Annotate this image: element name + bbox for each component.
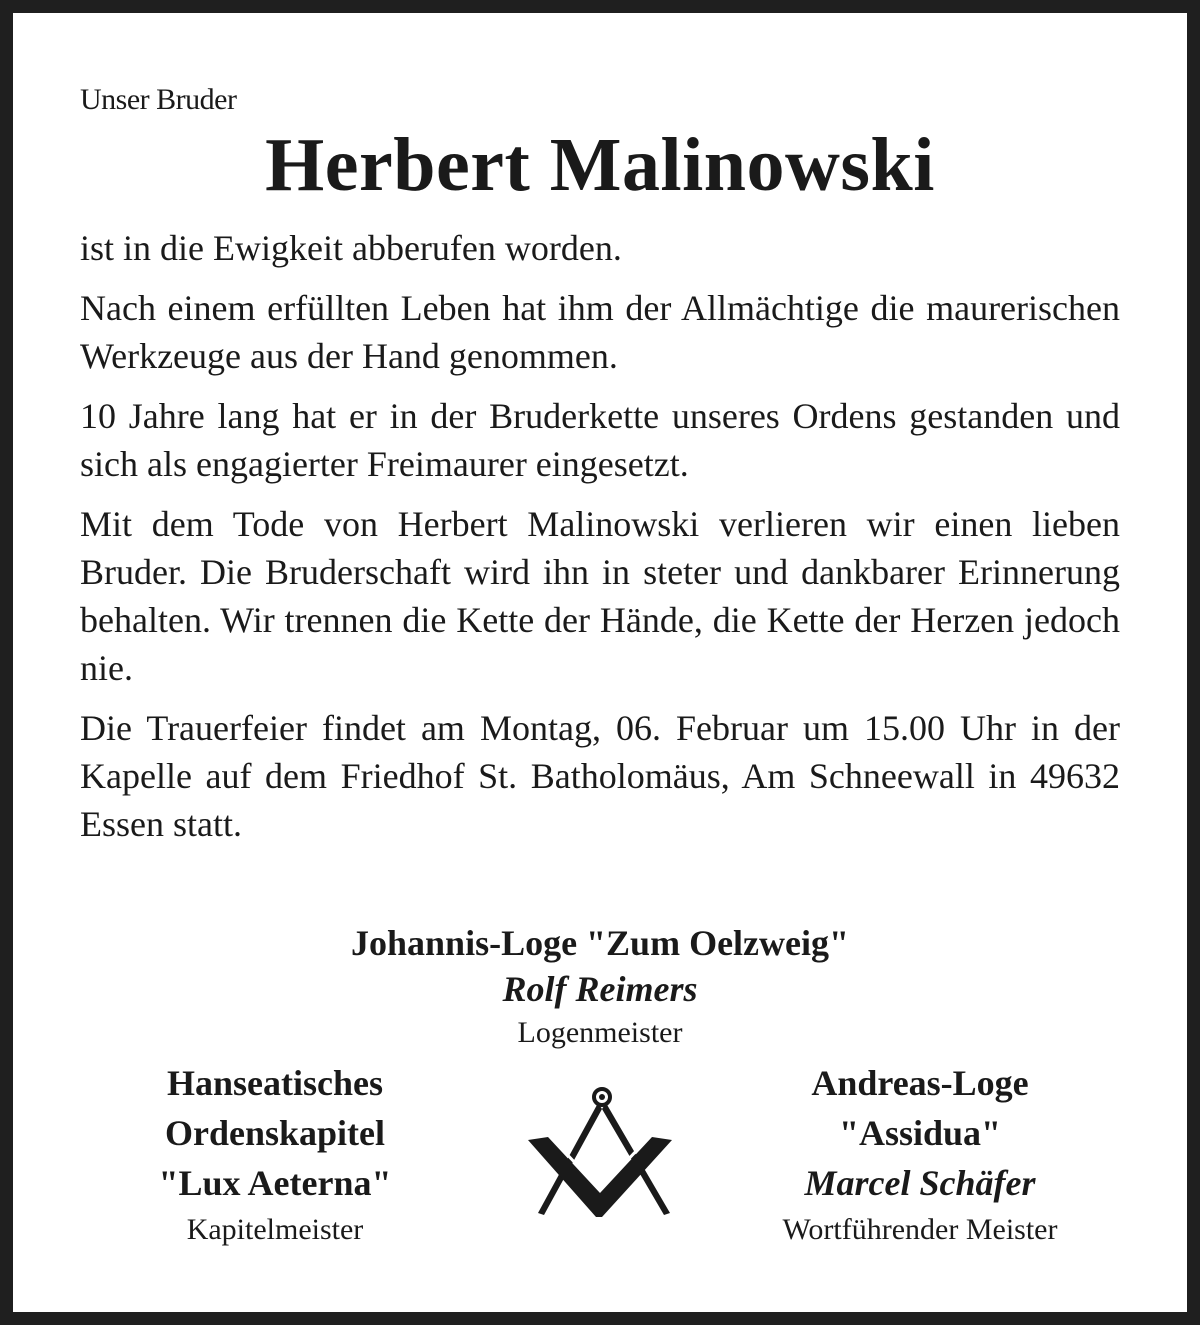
left-lodge-role: Kapitelmeister	[186, 1213, 364, 1246]
right-lodge-line-2: "Assidua"	[838, 1113, 1002, 1153]
right-lodge-role: Wortführender Meister	[782, 1213, 1058, 1246]
right-lodge-signature	[745, 1058, 1095, 1252]
center-lodge-role: Logenmeister	[517, 1016, 683, 1049]
left-lodge-line-2: Ordenskapitel	[164, 1113, 386, 1153]
square-and-compasses-icon	[520, 1085, 690, 1220]
left-lodge-line-3: "Lux Aeterna"	[158, 1163, 392, 1203]
paragraph-2: Nach einem erfüllten Leben hat ihm der Allmächtige die maurerischen Werkzeuge aus der Hand genommen.	[80, 288, 1120, 376]
paragraph-1: ist in die Ewigkeit abberufen worden.	[80, 228, 622, 268]
deceased-name: Herbert Malinowski	[265, 123, 935, 207]
left-lodge-line-1: Hanseatisches	[167, 1063, 383, 1103]
paragraph-4: Mit dem Tode von Herbert Malinowski verlieren wir einen lieben Bruder. Die Bruderschaft wird ihn in steter und dankbarer Erinnerung behalten. Wir trennen die Kette der Hände, die Kette der Herzen jedoch nie.	[80, 504, 1120, 688]
right-lodge-person: Marcel Schäfer	[804, 1163, 1036, 1203]
notice-body	[80, 70, 1120, 860]
paragraph-3: 10 Jahre lang hat er in der Bruderkette unseres Ordens gestanden und sich als engagierter Freimaurer eingesetzt.	[80, 396, 1120, 484]
right-lodge-line-1: Andreas-Loge	[811, 1063, 1029, 1103]
center-lodge-person: Rolf Reimers	[502, 969, 698, 1009]
left-lodge-signature	[110, 1058, 440, 1252]
center-lodge-signature	[0, 920, 1200, 1054]
center-lodge-title: Johannis-Loge "Zum Oelzweig"	[351, 923, 849, 963]
paragraph-5: Die Trauerfeier findet am Montag, 06. Februar um 15.00 Uhr in der Kapelle auf dem Friedhof St. Batholomäus, Am Schneewall in 49632 Essen statt.	[80, 708, 1120, 844]
intro-text: Unser Bruder	[80, 83, 237, 116]
